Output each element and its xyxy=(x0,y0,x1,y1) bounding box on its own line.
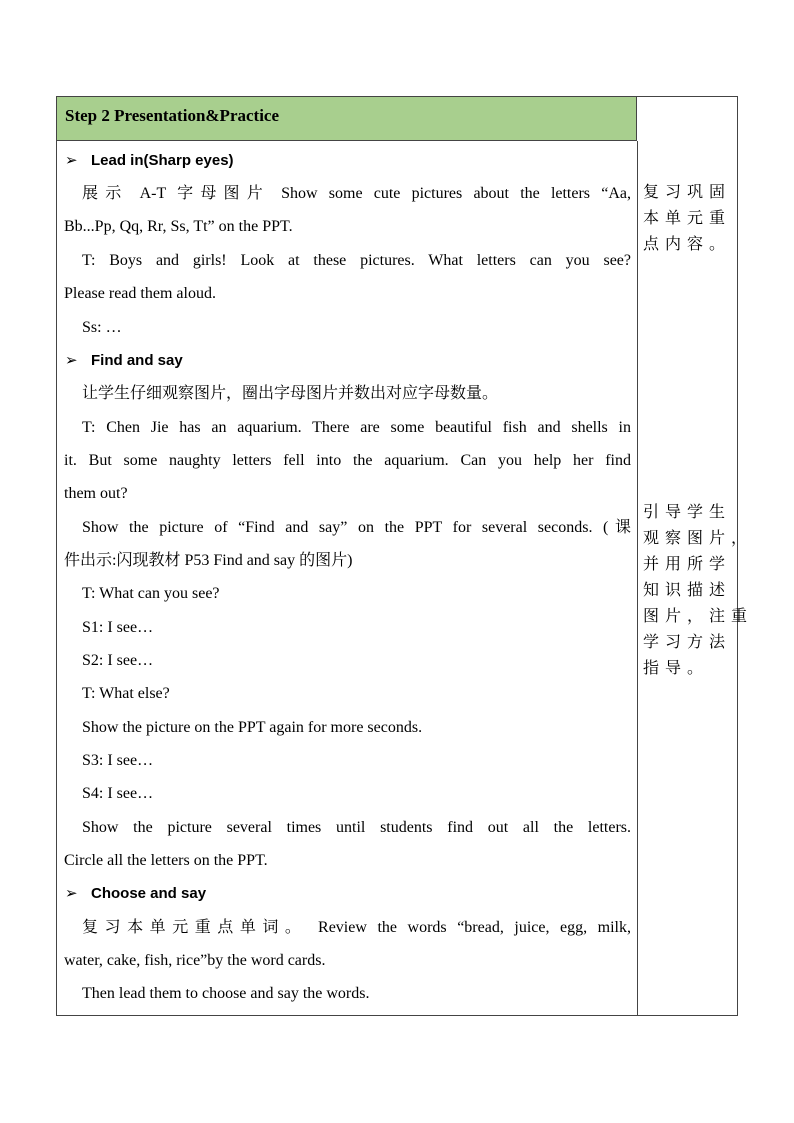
paragraph-line: Please read them aloud. xyxy=(64,285,216,302)
side-note-line: 学习方法 xyxy=(643,632,732,651)
side-note-line: 复习巩固 xyxy=(643,182,732,201)
side-note-line: 点内容。 xyxy=(643,234,732,253)
paragraph-line: Circle all the letters on the PPT. xyxy=(64,852,268,869)
paragraph-line: it. But some naughty letters fell into the aquarium. Can you help her find xyxy=(64,452,631,469)
paragraph-line: 复习本单元重点单词。 Review the words “bread, juice, egg, milk, xyxy=(82,919,631,936)
step-header xyxy=(57,97,637,141)
column-divider xyxy=(637,141,638,1015)
arrowhead-bullet-icon: ➢ xyxy=(65,152,78,169)
paragraph-line: S3: I see… xyxy=(82,752,154,769)
side-note-line: 图片，注重 xyxy=(643,606,754,625)
paragraph-line: Show the picture of “Find and say” on the PPT for several seconds. (课 xyxy=(82,519,631,536)
side-note-review xyxy=(643,179,733,257)
paragraph-line: Bb...Pp, Qq, Rr, Ss, Tt” on the PPT. xyxy=(64,218,293,235)
side-note-guide xyxy=(643,499,754,681)
paragraph-line: Show the picture several times until students find out all the letters. xyxy=(82,819,631,836)
paragraph-line: them out? xyxy=(64,485,128,502)
paragraph-line: Then lead them to choose and say the words. xyxy=(82,985,370,1002)
side-note-line: 指导。 xyxy=(643,658,710,677)
section-heading-find-and-say: ➢ Find and say xyxy=(65,352,183,369)
paragraph-line: S1: I see… xyxy=(82,619,154,636)
paragraph-line: 让学生仔细观察图片，圈出字母图片并数出对应字母数量。 xyxy=(82,385,499,402)
paragraph-line: T: What else? xyxy=(82,685,170,702)
arrowhead-bullet-icon: ➢ xyxy=(65,352,78,369)
paragraph-line: 件出示:闪现教材 P53 Find and say 的图片) xyxy=(64,552,353,569)
paragraph-line: T: Boys and girls! Look at these pictures. What letters can you see? xyxy=(82,252,631,269)
section-heading-choose-and-say: ➢ Choose and say xyxy=(65,885,207,902)
side-note-line: 本单元重 xyxy=(643,208,732,227)
paragraph-line: S2: I see… xyxy=(82,652,154,669)
paragraph-line: S4: I see… xyxy=(82,785,154,802)
section-heading-lead-in: ➢ Lead in(Sharp eyes) xyxy=(65,152,234,169)
side-note-line: 知识描述 xyxy=(643,580,732,599)
lesson-table xyxy=(56,96,754,1016)
side-note-line: 观察图片， xyxy=(643,528,754,547)
step-title: Step 2 Presentation&Practice xyxy=(65,106,280,125)
paragraph-line: 展示 A-T 字母图片 Show some cute pictures about the letters “Aa, xyxy=(82,185,631,202)
paragraph-line: water, cake, fish, rice”by the word cards. xyxy=(64,952,326,969)
side-note-line: 引导学生 xyxy=(643,502,732,521)
paragraph-line: T: What can you see? xyxy=(82,585,220,602)
arrowhead-bullet-icon: ➢ xyxy=(65,885,78,902)
paragraph-line: T: Chen Jie has an aquarium. There are some beautiful fish and shells in xyxy=(82,419,631,436)
paragraph-line: Show the picture on the PPT again for more seconds. xyxy=(82,719,423,736)
side-note-line: 并用所学 xyxy=(643,554,732,573)
paragraph-line: Ss: … xyxy=(82,319,122,336)
